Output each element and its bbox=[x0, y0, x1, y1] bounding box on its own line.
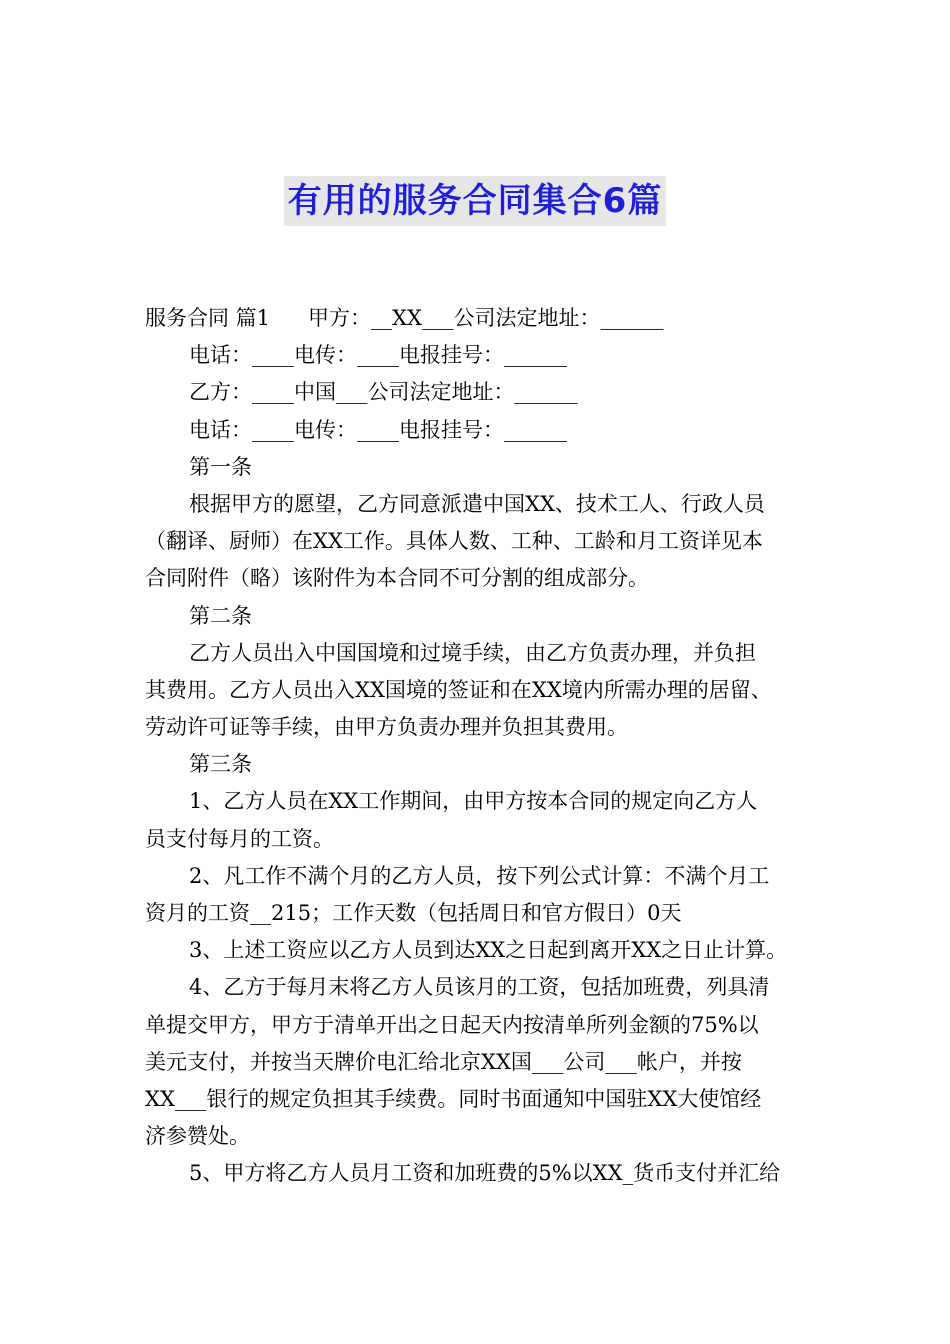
document-title: 有用的服务合同集合6篇 bbox=[284, 176, 667, 226]
paragraph-line: 美元支付，并按当天牌价电汇给北京XX国___公司___帐户，并按 bbox=[145, 1049, 742, 1074]
paragraph-line: 资月的工资__215；工作天数（包括周日和官方假日）0天 bbox=[145, 901, 682, 925]
paragraph-line: 电话：____电传：____电报挂号：______ bbox=[189, 343, 567, 368]
paragraph-line: 电话：____电传：____电报挂号：______ bbox=[189, 417, 567, 442]
paragraph-line: 单提交甲方，甲方于清单开出之日起天内按清单所列金额的75%以 bbox=[145, 1012, 759, 1037]
paragraph-line: 4、乙方于每月末将乙方人员该月的工资，包括加班费，列具清 bbox=[189, 975, 770, 1000]
paragraph-line: 乙方：____中国___公司法定地址：______ bbox=[189, 380, 578, 405]
paragraph-line: 合同附件（略）该附件为本合同不可分割的组成部分。 bbox=[145, 566, 649, 591]
section-label: 服务合同 篇1 bbox=[145, 306, 271, 330]
paragraph-line: 员支付每月的工资。 bbox=[145, 826, 334, 851]
article-heading: 第一条 bbox=[189, 454, 252, 479]
paragraph-line: （翻译、厨师）在XX工作。具体人数、工种、工龄和月工资详见本 bbox=[145, 529, 763, 554]
article-heading: 第三条 bbox=[189, 752, 252, 777]
article-heading: 第二条 bbox=[189, 603, 252, 628]
paragraph-line: 济参赞处。 bbox=[145, 1124, 250, 1149]
title-wrap bbox=[0, 176, 950, 226]
paragraph-line: 5、甲方将乙方人员月工资和加班费的5%以XX_货币支付并汇给 bbox=[189, 1161, 781, 1186]
document-body bbox=[145, 300, 810, 1193]
paragraph-line: 其费用。乙方人员出入XX国境的签证和在XX境内所需办理的居留、 bbox=[145, 677, 772, 702]
paragraph-line: 劳动许可证等手续，由甲方负责办理并负担其费用。 bbox=[145, 715, 628, 740]
paragraph-line: 根据甲方的愿望，乙方同意派遣中国XX、技术工人、行政人员 bbox=[189, 491, 765, 516]
paragraph-line: 1、乙方人员在XX工作期间，由甲方按本合同的规定向乙方人 bbox=[189, 789, 758, 814]
party-a-line: 甲方：__XX___公司法定地址：______ bbox=[308, 306, 664, 330]
paragraph-line: XX___银行的规定负担其手续费。同时书面通知中国驻XX大使馆经 bbox=[145, 1086, 762, 1111]
paragraph-line: 3、上述工资应以乙方人员到达XX之日起到离开XX之日止计算。 bbox=[189, 938, 788, 963]
first-line bbox=[145, 300, 810, 337]
paragraph-line: 乙方人员出入中国国境和过境手续，由乙方负责办理，并负担 bbox=[189, 640, 756, 665]
paragraph-line: 2、凡工作不满个月的乙方人员，按下列公式计算：不满个月工 bbox=[189, 863, 770, 888]
